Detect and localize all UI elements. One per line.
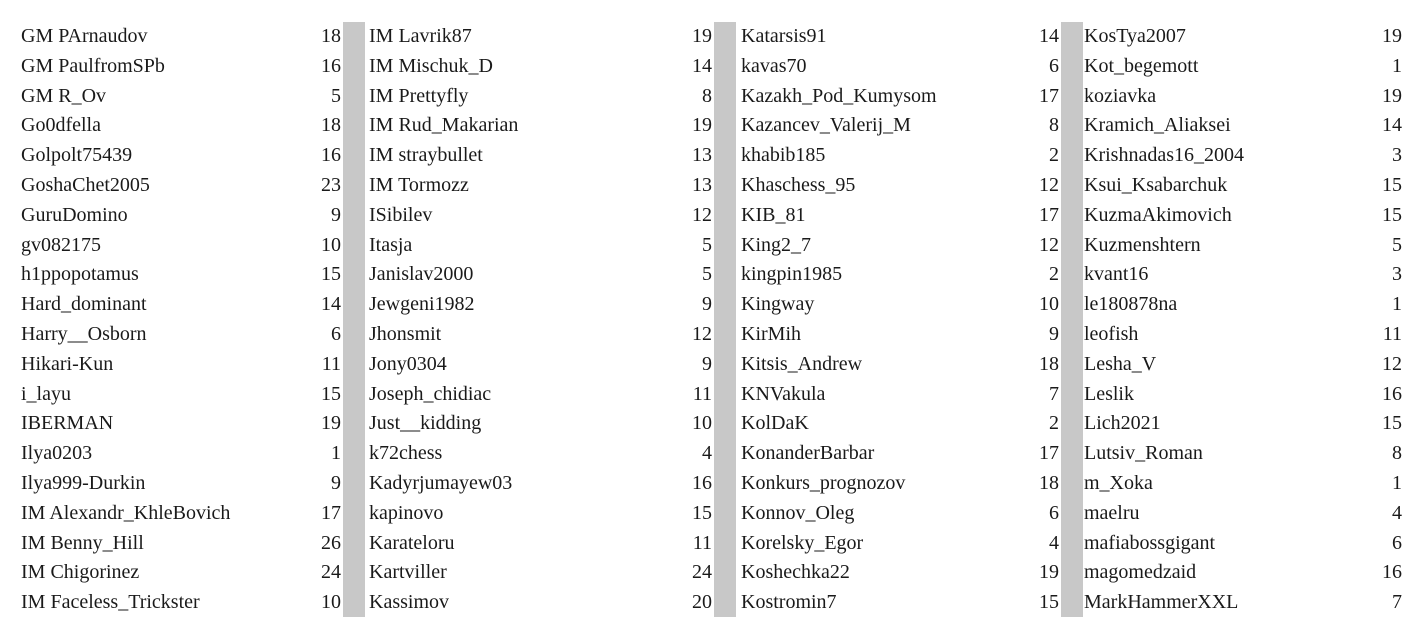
- player-row: [1084, 350, 1402, 380]
- player-score: 16: [1382, 561, 1402, 584]
- player-name: IM Alexandr_KhleBovich: [21, 501, 231, 524]
- player-name: Kazakh_Pod_Kumysom: [741, 84, 937, 107]
- player-score: 1: [1392, 471, 1402, 494]
- player-row: [1084, 499, 1402, 529]
- player-name: Ksui_Ksabarchuk: [1084, 173, 1228, 196]
- player-name: k72chess: [369, 442, 443, 465]
- player-name: Joseph_chidiac: [369, 382, 492, 405]
- player-name: KolDaK: [741, 412, 809, 435]
- player-name: Konnov_Oleg: [741, 501, 855, 524]
- player-row: [741, 22, 1059, 52]
- player-name: Leslik: [1084, 382, 1134, 405]
- player-score: 15: [1382, 203, 1402, 226]
- player-row: [741, 529, 1059, 559]
- player-score: 8: [1392, 442, 1402, 465]
- player-column-2: [369, 22, 712, 618]
- player-row: [741, 141, 1059, 171]
- player-score: 1: [1392, 293, 1402, 316]
- player-name: Kingway: [741, 293, 815, 316]
- player-score: 9: [702, 352, 712, 375]
- player-name: Kramich_Aliaksei: [1084, 114, 1231, 137]
- player-name: Go0dfella: [21, 114, 101, 137]
- player-row: [369, 350, 712, 380]
- player-row: [1084, 380, 1402, 410]
- player-name: Lich2021: [1084, 412, 1161, 435]
- player-row: [1084, 290, 1402, 320]
- player-name: m_Xoka: [1084, 471, 1153, 494]
- player-name: Jony0304: [369, 352, 447, 375]
- player-score: 20: [692, 591, 712, 614]
- player-row: [369, 141, 712, 171]
- player-score: 16: [321, 54, 341, 77]
- player-row: [21, 439, 341, 469]
- player-score: 9: [331, 471, 341, 494]
- player-name: Hikari-Kun: [21, 352, 114, 375]
- column-divider: [714, 22, 736, 617]
- player-score: 9: [1049, 322, 1059, 345]
- player-row: [741, 260, 1059, 290]
- player-name: Konkurs_prognozov: [741, 471, 906, 494]
- player-row: [369, 558, 712, 588]
- player-row: [21, 290, 341, 320]
- player-score: 11: [692, 531, 712, 554]
- player-name: Khaschess_95: [741, 173, 856, 196]
- player-score: 15: [321, 382, 341, 405]
- player-score: 15: [1382, 412, 1402, 435]
- player-name: Jewgeni1982: [369, 293, 475, 316]
- player-row: [741, 558, 1059, 588]
- player-score: 5: [702, 233, 712, 256]
- player-row: [21, 320, 341, 350]
- player-row: [369, 469, 712, 499]
- player-name: Ilya0203: [21, 442, 93, 465]
- player-name: koziavka: [1084, 84, 1157, 107]
- player-name: KonanderBarbar: [741, 442, 875, 465]
- player-name: Just__kidding: [369, 412, 482, 435]
- player-name: Kadyrjumayew03: [369, 471, 513, 494]
- player-score: 2: [1049, 263, 1059, 286]
- player-row: [21, 82, 341, 112]
- player-name: Ilya999-Durkin: [21, 471, 146, 494]
- player-row: [741, 439, 1059, 469]
- player-score: 12: [1382, 352, 1402, 375]
- player-row: [741, 111, 1059, 141]
- player-score: 4: [1392, 501, 1402, 524]
- player-row: [21, 231, 341, 261]
- player-column-1: [21, 22, 341, 618]
- player-row: [21, 499, 341, 529]
- player-score: 19: [692, 25, 712, 47]
- player-score: 19: [692, 114, 712, 137]
- player-name: Kazancev_Valerij_M: [741, 114, 911, 137]
- player-row: [369, 201, 712, 231]
- player-score: 14: [692, 54, 712, 77]
- player-name: kingpin1985: [741, 263, 843, 286]
- player-score: 13: [692, 173, 712, 196]
- player-score: 15: [692, 501, 712, 524]
- player-name: Itasja: [369, 233, 413, 256]
- player-name: KosTya2007: [1084, 25, 1186, 47]
- player-name: KNVakula: [741, 382, 826, 405]
- player-name: Krishnadas16_2004: [1084, 144, 1244, 167]
- player-row: [369, 499, 712, 529]
- player-score: 15: [321, 263, 341, 286]
- player-score: 6: [331, 322, 341, 345]
- player-row: [741, 231, 1059, 261]
- player-row: [21, 558, 341, 588]
- player-score: 19: [321, 412, 341, 435]
- player-name: IM Mischuk_D: [369, 54, 493, 77]
- player-score: 10: [1039, 293, 1059, 316]
- player-score: 6: [1049, 501, 1059, 524]
- player-row: [369, 171, 712, 201]
- player-row: [1084, 469, 1402, 499]
- player-score: 17: [1039, 203, 1059, 226]
- player-score: 14: [1382, 114, 1402, 137]
- player-score: 8: [1049, 114, 1059, 137]
- player-column-3: [741, 22, 1059, 618]
- player-row: [21, 409, 341, 439]
- player-score: 11: [692, 382, 712, 405]
- player-name: Korelsky_Egor: [741, 531, 864, 554]
- player-score: 10: [321, 233, 341, 256]
- player-score: 2: [1049, 144, 1059, 167]
- player-name: Harry__Osborn: [21, 322, 147, 345]
- player-row: [1084, 111, 1402, 141]
- player-score: 5: [331, 84, 341, 107]
- player-row: [1084, 171, 1402, 201]
- player-row: [741, 409, 1059, 439]
- player-score: 18: [321, 114, 341, 137]
- player-name: GuruDomino: [21, 203, 128, 226]
- player-row: [1084, 201, 1402, 231]
- player-name: h1ppopotamus: [21, 263, 139, 286]
- player-name: magomedzaid: [1084, 561, 1197, 584]
- player-row: [369, 52, 712, 82]
- player-row: [1084, 439, 1402, 469]
- player-row: [21, 52, 341, 82]
- player-score: 13: [692, 144, 712, 167]
- player-row: [369, 529, 712, 559]
- player-score: 17: [321, 501, 341, 524]
- player-row: [369, 588, 712, 618]
- player-score: 23: [321, 173, 341, 196]
- player-name: kapinovo: [369, 501, 444, 524]
- player-score: 16: [692, 471, 712, 494]
- player-row: [741, 499, 1059, 529]
- player-score: 18: [321, 25, 341, 47]
- player-name: Koshechka22: [741, 561, 850, 584]
- player-score: 4: [1049, 531, 1059, 554]
- player-name: Lesha_V: [1084, 352, 1157, 375]
- player-score: 16: [321, 144, 341, 167]
- player-score: 12: [692, 203, 712, 226]
- player-score: 19: [1382, 25, 1402, 47]
- player-row: [741, 469, 1059, 499]
- player-name: Katarsis91: [741, 25, 827, 47]
- player-row: [741, 82, 1059, 112]
- player-name: Kassimov: [369, 591, 449, 614]
- player-name: GM PArnaudov: [21, 25, 148, 47]
- player-name: IM Benny_Hill: [21, 531, 144, 554]
- player-row: [1084, 22, 1402, 52]
- player-score: 11: [321, 352, 341, 375]
- player-score: 6: [1049, 54, 1059, 77]
- player-score: 17: [1039, 442, 1059, 465]
- player-score: 17: [1039, 84, 1059, 107]
- player-score: 19: [1382, 84, 1402, 107]
- player-name: Hard_dominant: [21, 293, 147, 316]
- player-name: KuzmaAkimovich: [1084, 203, 1232, 226]
- player-name: Kitsis_Andrew: [741, 352, 863, 375]
- column-divider: [1061, 22, 1083, 617]
- player-row: [741, 320, 1059, 350]
- player-row: [21, 588, 341, 618]
- player-name: Kartviller: [369, 561, 447, 584]
- player-name: mafiabossgigant: [1084, 531, 1216, 554]
- player-score: 15: [1039, 591, 1059, 614]
- player-name: IM straybullet: [369, 144, 483, 167]
- player-name: Karateloru: [369, 531, 455, 554]
- player-name: maelru: [1084, 501, 1140, 524]
- player-row: [1084, 409, 1402, 439]
- player-name: leofish: [1084, 322, 1139, 345]
- player-row: [369, 439, 712, 469]
- player-row: [21, 22, 341, 52]
- player-name: khabib185: [741, 144, 826, 167]
- player-score: 3: [1392, 263, 1402, 286]
- player-name: Kuzmenshtern: [1084, 233, 1201, 256]
- player-name: Kostromin7: [741, 591, 837, 614]
- player-row: [1084, 260, 1402, 290]
- player-score: 1: [1392, 54, 1402, 77]
- player-score: 18: [1039, 352, 1059, 375]
- player-score: 24: [692, 561, 712, 584]
- player-name: MarkHammerXXL: [1084, 591, 1239, 614]
- player-name: KIB_81: [741, 203, 806, 226]
- player-row: [369, 231, 712, 261]
- player-score: 9: [331, 203, 341, 226]
- player-row: [21, 529, 341, 559]
- player-score: 12: [692, 322, 712, 345]
- player-name: King2_7: [741, 233, 811, 256]
- player-score: 19: [1039, 561, 1059, 584]
- player-name: IM Rud_Makarian: [369, 114, 519, 137]
- player-row: [741, 52, 1059, 82]
- player-row: [21, 141, 341, 171]
- player-score: 2: [1049, 412, 1059, 435]
- player-name: Kot_begemott: [1084, 54, 1199, 77]
- player-row: [1084, 588, 1402, 618]
- player-row: [369, 22, 712, 52]
- player-name: IM Prettyfly: [369, 84, 469, 107]
- player-row: [1084, 558, 1402, 588]
- player-row: [21, 469, 341, 499]
- player-row: [1084, 52, 1402, 82]
- player-row: [21, 380, 341, 410]
- player-name: IBERMAN: [21, 412, 114, 435]
- player-name: KirMih: [741, 322, 801, 345]
- player-score: 7: [1049, 382, 1059, 405]
- player-row: [741, 588, 1059, 618]
- player-score: 6: [1392, 531, 1402, 554]
- player-name: GM R_Ov: [21, 84, 107, 107]
- player-score: 12: [1039, 233, 1059, 256]
- player-score: 4: [702, 442, 712, 465]
- player-row: [1084, 82, 1402, 112]
- player-score: 5: [1392, 233, 1402, 256]
- player-score: 10: [321, 591, 341, 614]
- player-name: GM PaulfromSPb: [21, 54, 165, 77]
- player-row: [741, 380, 1059, 410]
- player-row: [369, 320, 712, 350]
- player-score: 15: [1382, 173, 1402, 196]
- player-score: 7: [1392, 591, 1402, 614]
- player-name: ISibilev: [369, 203, 433, 226]
- player-row: [369, 380, 712, 410]
- player-row: [369, 290, 712, 320]
- player-name: gv082175: [21, 233, 101, 256]
- player-name: Golpolt75439: [21, 144, 133, 167]
- player-row: [1084, 231, 1402, 261]
- player-score: 26: [321, 531, 341, 554]
- player-row: [741, 350, 1059, 380]
- player-row: [21, 111, 341, 141]
- player-score: 11: [1382, 322, 1402, 345]
- player-name: kvant16: [1084, 263, 1149, 286]
- player-row: [1084, 320, 1402, 350]
- player-row: [21, 350, 341, 380]
- player-name: i_layu: [21, 382, 71, 405]
- player-row: [369, 409, 712, 439]
- player-row: [1084, 141, 1402, 171]
- player-name: IM Chigorinez: [21, 561, 140, 584]
- player-name: Janislav2000: [369, 263, 474, 286]
- player-column-4: [1084, 22, 1402, 618]
- player-score: 10: [692, 412, 712, 435]
- player-row: [21, 171, 341, 201]
- player-row: [21, 201, 341, 231]
- player-score: 1: [331, 442, 341, 465]
- player-score: 14: [321, 293, 341, 316]
- player-name: le180878na: [1084, 293, 1178, 316]
- player-score: 3: [1392, 144, 1402, 167]
- column-divider: [343, 22, 365, 617]
- player-row: [741, 201, 1059, 231]
- player-score: 8: [702, 84, 712, 107]
- player-row: [369, 111, 712, 141]
- player-score: 24: [321, 561, 341, 584]
- player-name: Jhonsmit: [369, 322, 442, 345]
- player-row: [1084, 529, 1402, 559]
- player-name: IM Faceless_Trickster: [21, 591, 200, 614]
- player-name: IM Lavrik87: [369, 25, 472, 47]
- player-score: 16: [1382, 382, 1402, 405]
- player-score: 5: [702, 263, 712, 286]
- player-row: [369, 82, 712, 112]
- player-name: GoshaChet2005: [21, 173, 150, 196]
- player-row: [741, 171, 1059, 201]
- player-name: Lutsiv_Roman: [1084, 442, 1203, 465]
- player-row: [21, 260, 341, 290]
- player-score: 18: [1039, 471, 1059, 494]
- player-row: [741, 290, 1059, 320]
- player-score: 12: [1039, 173, 1059, 196]
- player-score: 9: [702, 293, 712, 316]
- player-score: 14: [1039, 25, 1059, 47]
- player-name: kavas70: [741, 54, 807, 77]
- player-name: IM Tormozz: [369, 173, 469, 196]
- player-row: [369, 260, 712, 290]
